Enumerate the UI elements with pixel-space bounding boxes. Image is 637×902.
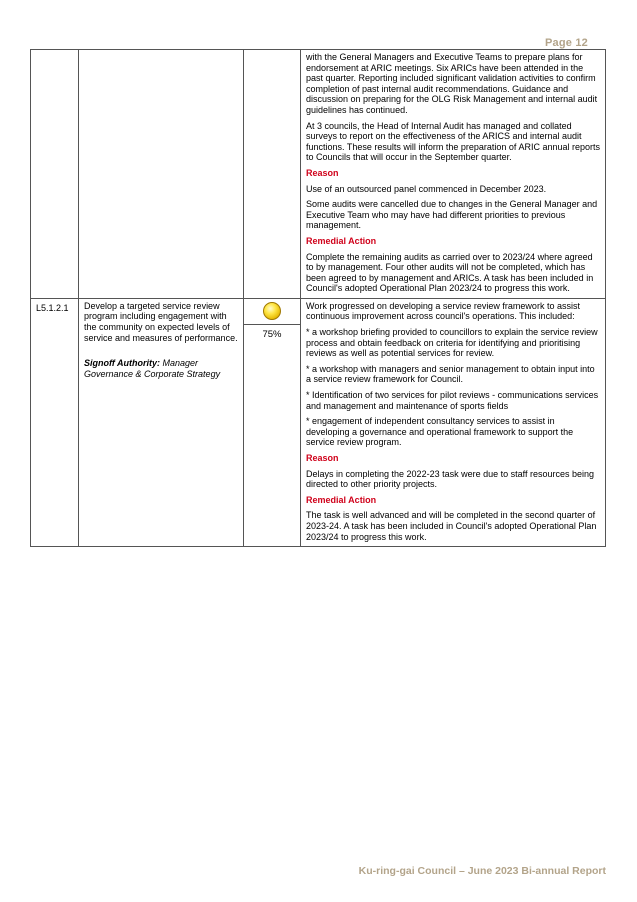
task-description-cell bbox=[79, 298, 244, 546]
task-code: L5.1.2.1 bbox=[36, 302, 69, 313]
reason-paragraph: Use of an outsourced panel commenced in December 2023. bbox=[306, 183, 547, 194]
reason-heading: Reason bbox=[306, 453, 339, 463]
task-description: Develop a targeted service review program including engagement with the community on expected levels of service and measures of performance. bbox=[84, 300, 238, 343]
comments-cell bbox=[301, 298, 606, 546]
signoff-label: Signoff Authority: bbox=[84, 358, 160, 369]
remedial-action-heading: Remedial Action bbox=[306, 494, 377, 505]
reason-paragraph: Delays in completing the 2022-23 task were due to staff resources being directed to other priority projects. bbox=[306, 468, 594, 490]
reason-paragraph: Some audits were cancelled due to changes in the General Manager and Executive Team who may have had different priorities to previous management. bbox=[306, 199, 598, 231]
progress-table bbox=[30, 49, 606, 547]
yellow-traffic-light-icon bbox=[263, 302, 281, 320]
comment-paragraph: * a workshop with managers and senior management to obtain input into a service review framework for Council. bbox=[306, 363, 595, 385]
reason-heading: Reason bbox=[306, 167, 339, 178]
remedial-action-paragraph: The task is well advanced and will be completed in the second quarter of 2023-24. A task has been included in Council's adopted Operational Plan 2023/24 to progress this work. bbox=[306, 510, 597, 542]
remedial-action-paragraph: Complete the remaining audits as carried over to 2023/24 where agreed to by management. Four other audits will not be completed, which has been agreed to by management and ARICs. A task has been included in Council's adopted Operational Plan 2023/24 to progress this work. bbox=[306, 251, 594, 294]
comment-paragraph: * engagement of independent consultancy services to assist in developing a governance and operational framework to support the service review program. bbox=[306, 416, 574, 448]
page-number: Page 12 bbox=[545, 37, 588, 49]
remedial-action-heading: Remedial Action bbox=[306, 235, 377, 246]
comment-paragraph: with the General Managers and Executive Teams to prepare plans for endorsement at ARIC meetings. Six ARICs have been attended in the past quarter. Reporting included significant validation activities to confirm completion of past internal audit recommendations. Guidance and discussion on preparing for the OLG Risk Management and internal audit guidelines has continued. bbox=[306, 52, 598, 115]
status-indicator bbox=[244, 299, 300, 325]
comment-paragraph: * Identification of two services for pilot reviews - communications services and management and maintenance of sports fields bbox=[306, 390, 599, 411]
signoff-authority bbox=[84, 358, 238, 379]
report-footer: Ku-ring-gai Council – June 2023 Bi-annual Report bbox=[358, 865, 606, 877]
comment-paragraph: Work progressed on developing a service review framework to assist continuous improvement across council's operations. This included: bbox=[306, 300, 580, 322]
task-description-cell bbox=[79, 50, 244, 299]
signoff-value: Manager Governance & Corporate Strategy bbox=[84, 358, 221, 379]
comments-cell bbox=[301, 50, 606, 299]
percent-complete: 75% bbox=[262, 328, 282, 340]
comment-paragraph: * a workshop briefing provided to councillors to explain the service review process and obtain feedback on criteria for identifying and prioritising reviews as well as potential services for review. bbox=[306, 327, 598, 359]
table-row-l5121 bbox=[31, 298, 606, 546]
comment-paragraph: At 3 councils, the Head of Internal Audit has managed and collated surveys to report on the effectiveness of the ARICS and internal audit functions. These results will inform the preparation of ARIC annual reports to Councils that will occur in the September quarter. bbox=[306, 120, 600, 163]
task-code-cell bbox=[31, 298, 79, 546]
status-cell bbox=[244, 50, 301, 299]
status-cell bbox=[244, 298, 301, 546]
task-code-cell bbox=[31, 50, 79, 299]
table-row-continued bbox=[31, 50, 606, 299]
